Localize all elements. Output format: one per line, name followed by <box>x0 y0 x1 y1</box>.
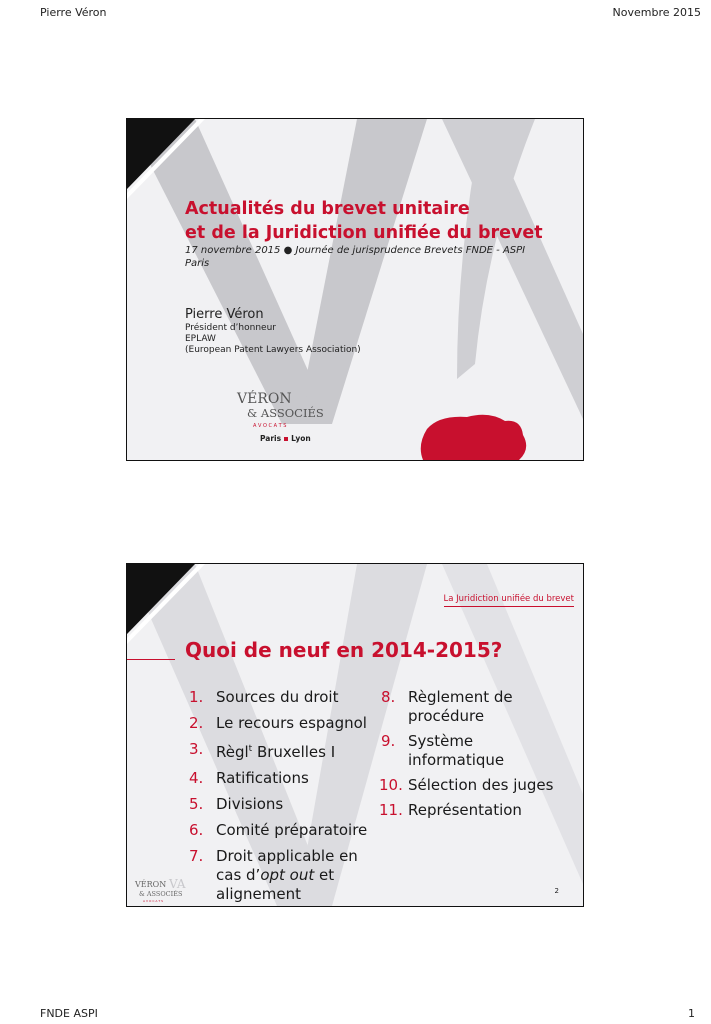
slide-topic-label: La Juridiction unifiée du brevet <box>444 594 574 607</box>
svg-text:VA: VA <box>169 877 186 891</box>
list-item: 7. Droit applicable en cas d’opt out et alignement <box>189 847 358 903</box>
subtitle-event: Journée de jurisprudence Brevets FNDE - ASPI <box>295 245 526 256</box>
title-accent-line <box>127 659 175 660</box>
subtitle-city: Paris <box>185 258 210 269</box>
author-org: EPLAW <box>185 334 216 344</box>
list-item: 8. Règlement de procédure <box>381 688 513 725</box>
svg-text:& ASSOCIÉS: & ASSOCIÉS <box>247 406 324 420</box>
svg-text:& ASSOCIÉS: & ASSOCIÉS <box>139 890 183 898</box>
svg-text:VA: VA <box>296 384 324 408</box>
list-item: 11. Représentation <box>379 801 522 819</box>
slide-page-number: 2 <box>554 887 559 895</box>
agenda-list-column-2 <box>381 688 571 826</box>
list-item: 5. Divisions <box>189 795 284 813</box>
veron-associes-logo <box>235 383 335 431</box>
veron-associes-small-logo <box>134 876 196 904</box>
city-paris: Paris <box>260 434 282 443</box>
agenda-list-column-1 <box>189 688 374 907</box>
page-header-date: Novembre 2015 <box>612 6 701 19</box>
svg-text:A V O C A T S: A V O C A T S <box>253 423 287 429</box>
slide-subtitle <box>185 244 525 270</box>
watermark-va-graphic <box>127 119 583 460</box>
page-number: 1 <box>688 1007 695 1020</box>
list-item: 4. Ratifications <box>189 769 309 787</box>
city-lyon: Lyon <box>291 434 311 443</box>
page-footer-label: FNDE ASPI <box>40 1007 98 1020</box>
slide-title-text <box>185 197 543 245</box>
slide-title <box>126 118 584 461</box>
slide-agenda <box>126 563 584 907</box>
title-line-2: et de la Juridiction unifiée du brevet <box>185 223 543 243</box>
svg-text:VÉRON: VÉRON <box>237 391 292 407</box>
list-item: 1. Sources du droit <box>189 688 339 706</box>
office-cities <box>260 434 311 443</box>
author-details <box>185 323 361 356</box>
red-splash-decoration <box>421 415 526 460</box>
square-separator-icon <box>284 437 288 441</box>
slide2-title: Quoi de neuf en 2014-2015? <box>185 638 503 662</box>
svg-text:VÉRON: VÉRON <box>135 880 167 889</box>
author-name: Pierre Véron <box>185 307 264 322</box>
list-item: 9. Système informatique <box>381 732 505 769</box>
title-line-1: Actualités du brevet unitaire <box>185 199 470 219</box>
list-item: 6. Comité préparatoire <box>189 821 368 839</box>
author-org-full: (European Patent Lawyers Association) <box>185 345 361 355</box>
svg-text:A V O C A T S: A V O C A T S <box>143 899 164 903</box>
list-item: 3. Règl$^t$ Bruxelles I <box>189 740 336 761</box>
bullet-icon: ● <box>283 245 293 256</box>
list-item: 2. Le recours espagnol <box>189 714 367 732</box>
list-item: 10. Sélection des juges <box>379 776 554 794</box>
author-role: Président d’honneur <box>185 323 276 333</box>
subtitle-date: 17 novembre 2015 <box>185 245 281 256</box>
page-header-author: Pierre Véron <box>40 6 107 19</box>
